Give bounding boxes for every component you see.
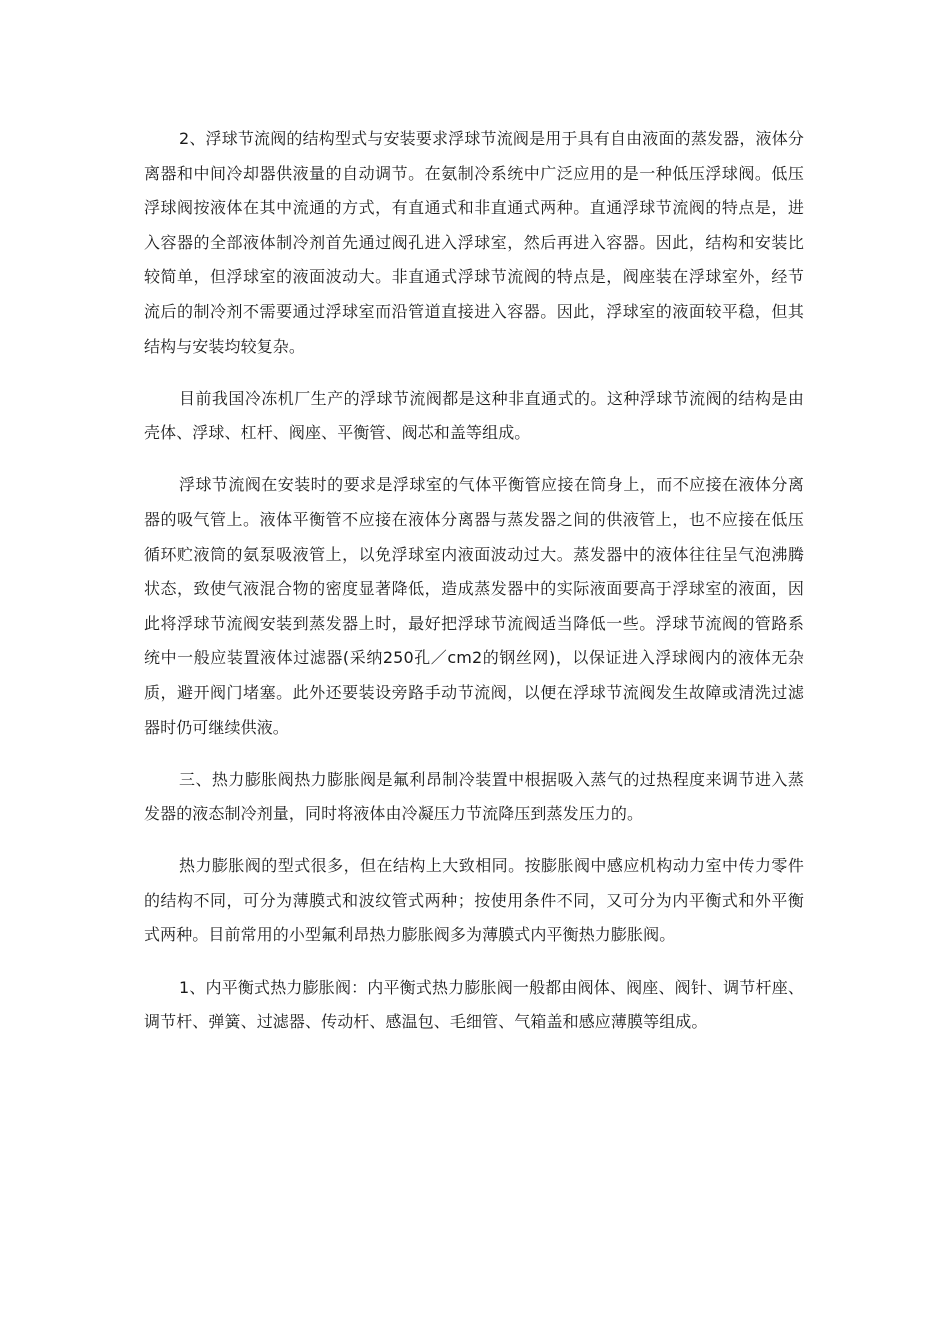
paragraph-expansion-valve-types: 热力膨胀阀的型式很多，但在结构上大致相同。按膨胀阀中感应机构动力室中传力零件的结构不同，可分为薄膜式和波纹管式两种；按使用条件不同，又可分为内平衡式和外平衡式两种。目前常用的小型氟利昂热力膨胀阀多为薄膜式内平衡热力膨胀阀。 <box>144 856 804 945</box>
paragraph-thermal-expansion-valve: 三、热力膨胀阀热力膨胀阀是氟利昂制冷装置中根据吸入蒸气的过热程度来调节进入蒸发器的液态制冷剂量，同时将液体由冷凝压力节流降压到蒸发压力的。 <box>144 769 804 824</box>
paragraph-float-valve-structure: 2、浮球节流阀的结构型式与安装要求浮球节流阀是用于具有自由液面的蒸发器，液体分离器和中间冷却器供液量的自动调节。在氨制冷系统中广泛应用的是一种低压浮球阀。低压浮球阀按液体在其中流通的方式，有直通式和非直通式两种。直通浮球节流阀的特点是，进入容器的全部液体制冷剂首先通过阀孔进入浮球室，然后再进入容器。因此，结构和安装比较简单，但浮球室的液面波动大。非直通式浮球节流阀的特点是，阀座装在浮球室外，经节流后的制冷剂不需要通过浮球室而沿管道直接进入容器。因此，浮球室的液面较平稳，但其结构与安装均较复杂。 <box>144 129 804 356</box>
paragraph-internal-balance-valve: 1、内平衡式热力膨胀阀：内平衡式热力膨胀阀一般都由阀体、阀座、阀针、调节杆座、调节杆、弹簧、过滤器、传动杆、感温包、毛细管、气箱盖和感应薄膜等组成。 <box>144 977 804 1032</box>
document-body <box>144 122 804 1057</box>
paragraph-non-direct-type: 目前我国冷冻机厂生产的浮球节流阀都是这种非直通式的。这种浮球节流阀的结构是由壳体、浮球、杠杆、阀座、平衡管、阀芯和盖等组成。 <box>144 388 804 443</box>
paragraph-installation-requirements: 浮球节流阀在安装时的要求是浮球室的气体平衡管应接在筒身上，而不应接在液体分离器的吸气管上。液体平衡管不应接在液体分离器与蒸发器之间的供液管上，也不应接在低压循环贮液筒的氨泵吸液管上，以免浮球室内液面波动过大。蒸发器中的液体往往呈气泡沸腾状态，致使气液混合物的密度显著降低，造成蒸发器中的实际液面要高于浮球室的液面，因此将浮球节流阀安装到蒸发器上时，最好把浮球节流阀适当降低一些。浮球节流阀的管路系统中一般应装置液体过滤器(采纳250孔／cm2的钢丝网)，以保证进入浮球阀内的液体无杂质，避开阀门堵塞。此外还要装设旁路手动节流阀，以便在浮球节流阀发生故障或清洗过滤器时仍可继续供液。 <box>144 475 804 737</box>
